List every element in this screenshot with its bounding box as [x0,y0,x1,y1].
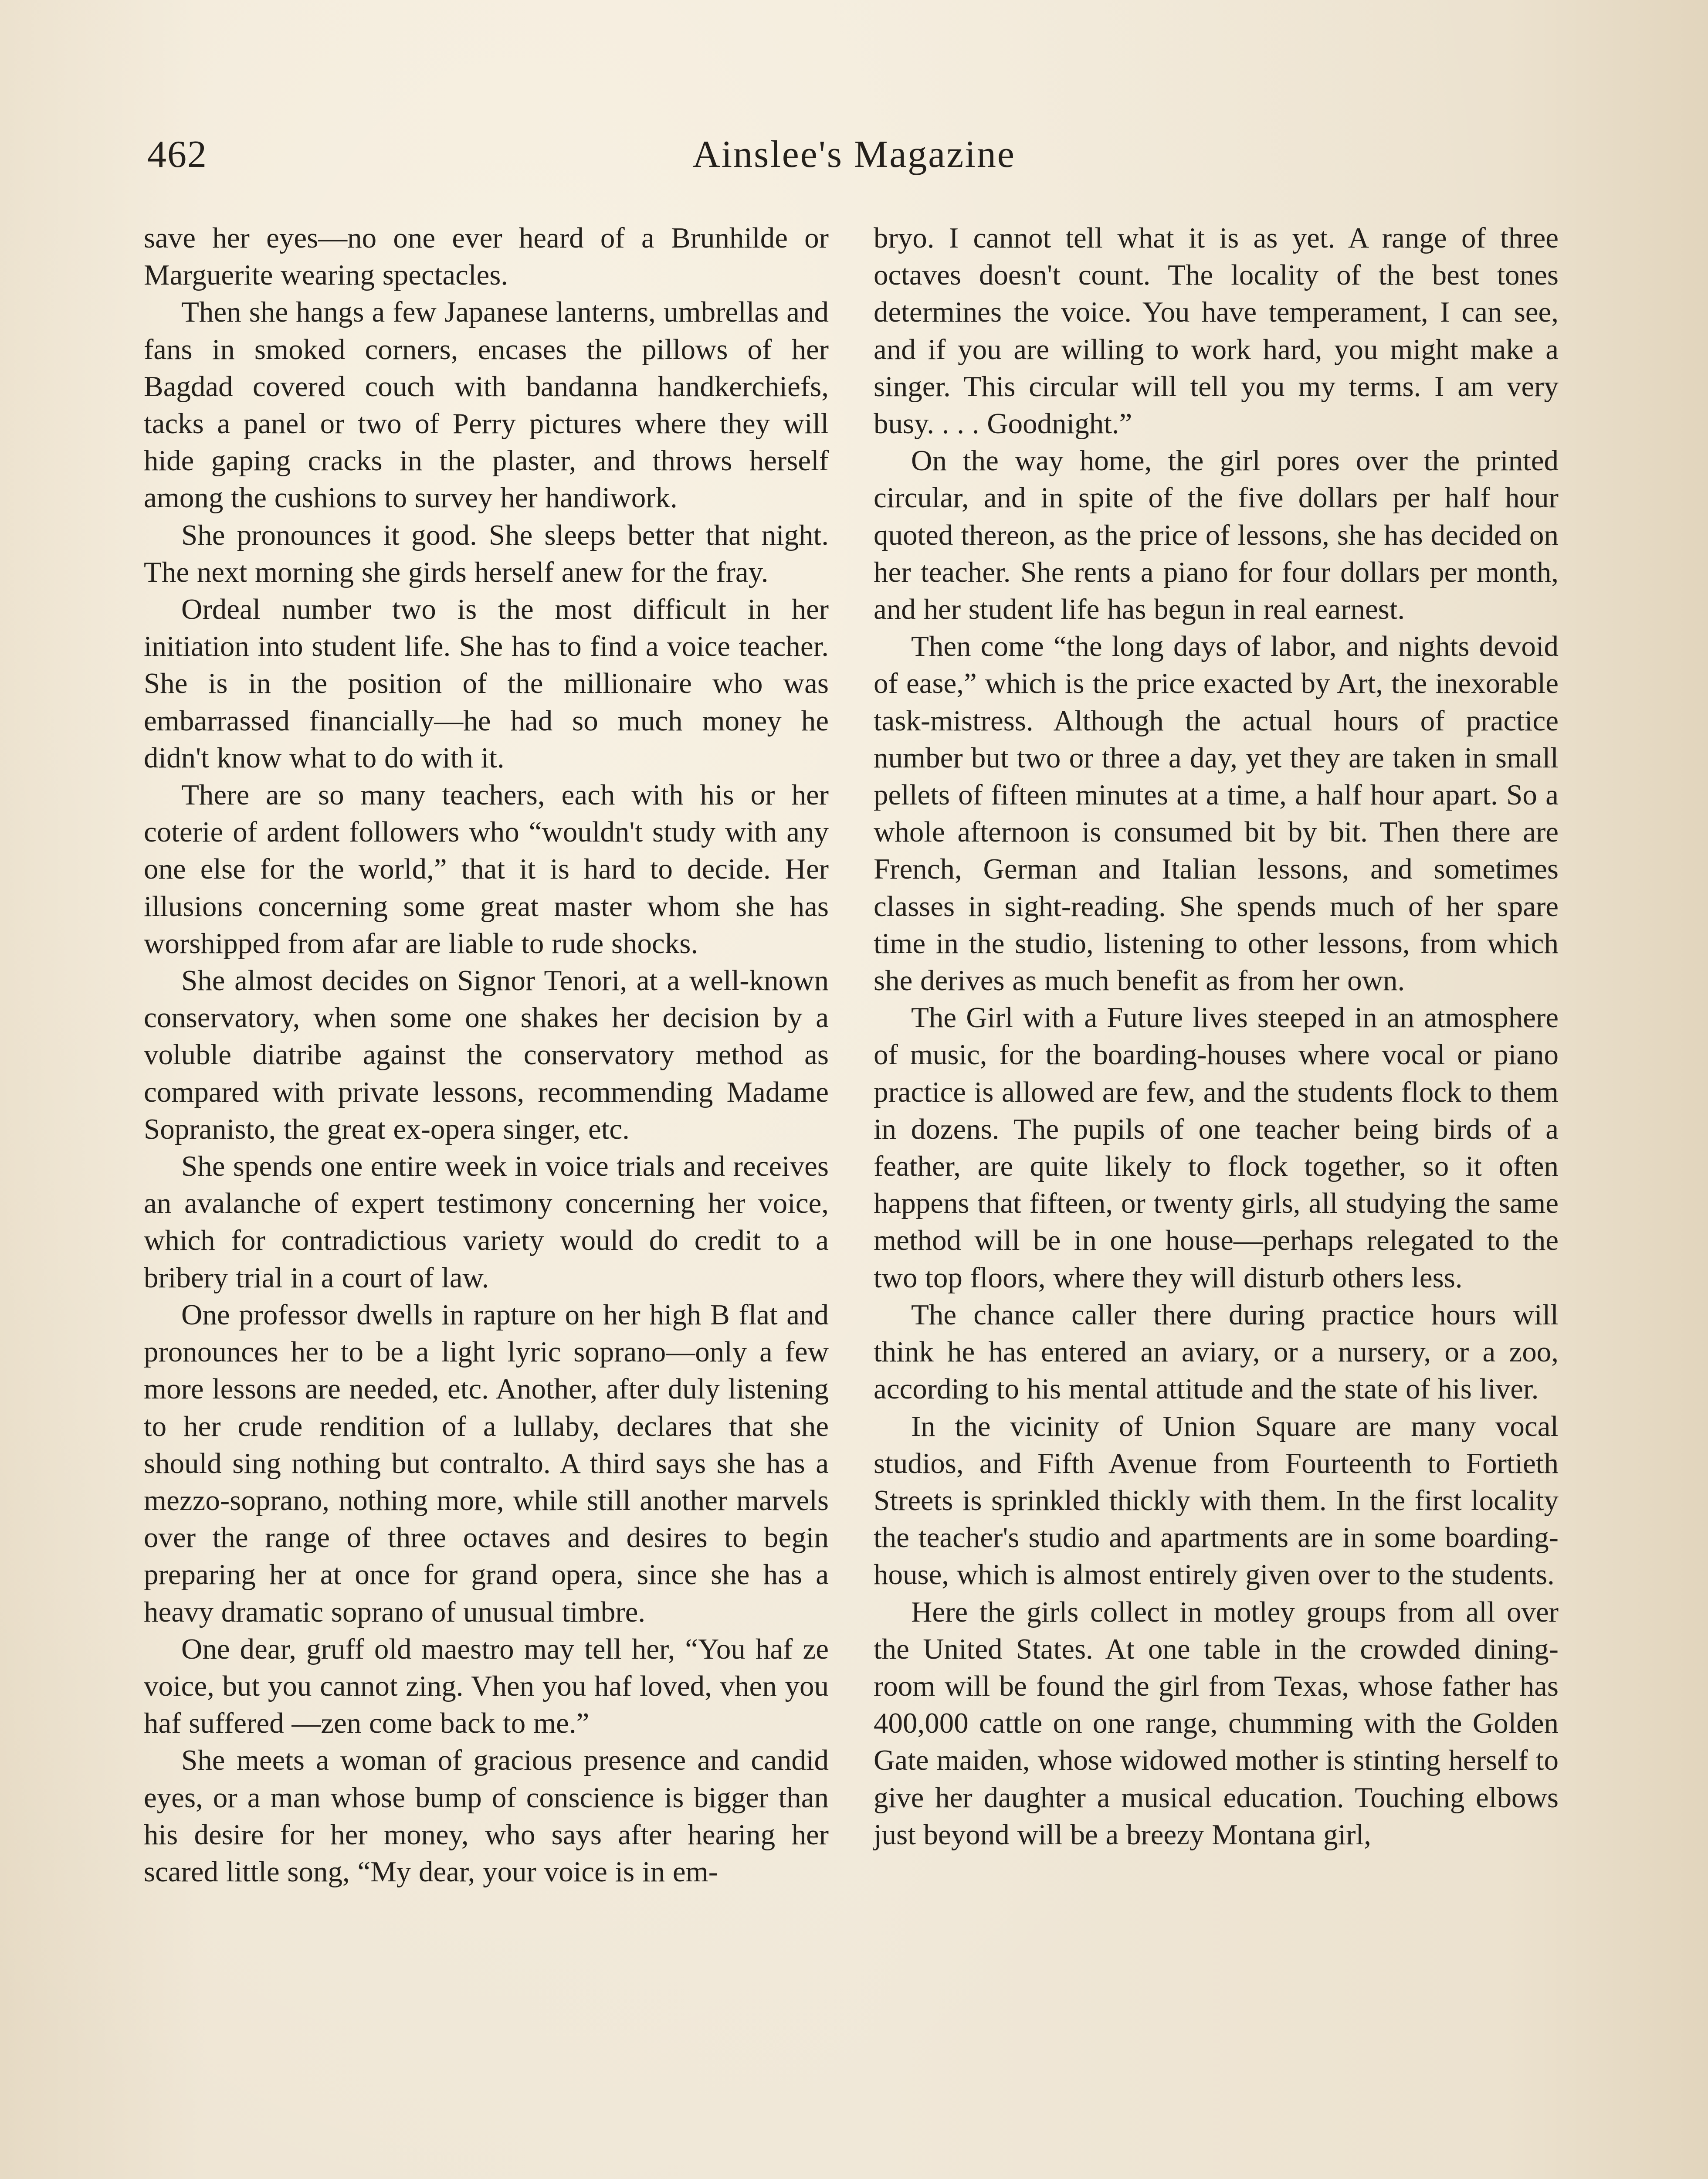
paragraph: save her eyes—no one ever heard of a Brunhilde or Marguerite wearing spectacles. [144,222,829,292]
paragraph: Then come “the long days of labor, and nights devoid of ease,” which is the price exacted by Art, the inexorable task-mistress. Although the actual hours of practice number but two or three a day, yet they are taken in small pellets of fifteen minutes at a time, a half hour apart. So a whole afternoon is consumed bit by bit. Then there are French, German and Italian lessons, and sometimes classes in sight-reading. She spends much of her spare time in the studio, listening to other lessons, from which she derives as much benefit as from her own. [874,630,1559,997]
paragraph: One dear, gruff old maestro may tell her, “You haf ze voice, but you cannot zing. Vhen you haf loved, vhen you haf suffered —zen come back to me.” [144,1633,829,1740]
paragraph: The Girl with a Future lives steeped in an atmosphere of music, for the boarding-houses where vocal or piano practice is allowed are few, and the students flock to them in dozens. The pupils of one teacher being birds of a feather, are quite likely to flock together, so it often happens that fifteen, or twenty girls, all studying the same method will be in one house—perhaps relegated to the two top floors, where they will disturb others less. [874,1001,1559,1294]
paragraph: She pronounces it good. She sleeps better that night. The next morning she girds herself anew for the fray. [144,519,829,588]
paragraph: She spends one entire week in voice trials and receives an avalanche of expert testimony concerning her voice, which for contradictious variety would do credit to a bribery trial in a court of law. [144,1150,829,1294]
paragraph: bryo. I cannot tell what it is as yet. A range of three octaves doesn't count. The locality of the best tones determines the voice. You have temperament, I can see, and if you are willing to work hard, you might make a singer. This circular will tell you my terms. I am very busy. . . . Goodnight.” [874,222,1559,440]
paragraph: There are so many teachers, each with his or her coterie of ardent followers who “wouldn't study with any one else for the world,” that it is hard to decide. Her illusions concerning some great master whom she has worshipped from afar are liable to rude shocks. [144,779,829,960]
paragraph: One professor dwells in rapture on her high B flat and pronounces her to be a light lyric soprano—only a few more lessons are needed, etc. Another, after duly listening to her crude rendition of a lullaby, declares that she should sing nothing but contralto. A third says she has a mezzo-soprano, nothing more, while still another marvels over the range of three octaves and desires to begin preparing her at once for grand opera, since she has a heavy dramatic soprano of unusual timbre. [144,1298,829,1628]
page-number: 462 [147,133,207,176]
paragraph: She almost decides on Signor Tenori, at a well-known conservatory, when some one shakes her decision by a voluble diatribe against the conservatory method as compared with private lessons, recommending Madame Sopranisto, the great ex-opera singer, etc. [144,964,829,1145]
paragraph: Here the girls collect in motley groups from all over the United States. At one table in the crowded dining-room will be found the girl from Texas, whose father has 400,000 cattle on one range, chumming with the Golden Gate maiden, whose widowed mother is stinting herself to give her daughter a musical education. Touching elbows just beyond will be a breezy Montana girl, [874,1595,1559,1851]
text-column-right [874,220,1559,1853]
paragraph: Ordeal number two is the most difficult in her initiation into student life. She has to find a voice teacher. She is in the position of the millionaire who was embarrassed financially—he had so much money he didn't know what to do with it. [144,593,829,774]
paragraph: On the way home, the girl pores over the printed circular, and in spite of the five dollars per half hour quoted thereon, as the price of lessons, she has decided on her teacher. She rents a piano for four dollars per month, and her student life has begun in real earnest. [874,445,1559,626]
running-title: Ainslee's Magazine [692,133,1016,176]
paragraph: The chance caller there during practice hours will think he has entered an aviary, or a nursery, or a zoo, according to his mental attitude and the state of his liver. [874,1298,1559,1405]
paragraph: In the vicinity of Union Square are many vocal studios, and Fifth Avenue from Fourteenth to Fortieth Streets is sprinkled thickly with them. In the first locality the teacher's studio and apartments are in some boarding-house, which is almost entirely given over to the students. [874,1410,1559,1591]
paragraph: She meets a woman of gracious presence and candid eyes, or a man whose bump of conscience is bigger than his desire for her money, who says after hearing her scared little song, “My dear, your voice is in em- [144,1744,829,1888]
text-column-left [144,220,829,1891]
paragraph: Then she hangs a few Japanese lanterns, umbrellas and fans in smoked corners, encases the pillows of her Bagdad covered couch with bandanna handkerchiefs, tacks a panel or two of Perry pictures where they will hide gaping cracks in the plaster, and throws herself among the cushions to survey her handiwork. [144,296,829,514]
